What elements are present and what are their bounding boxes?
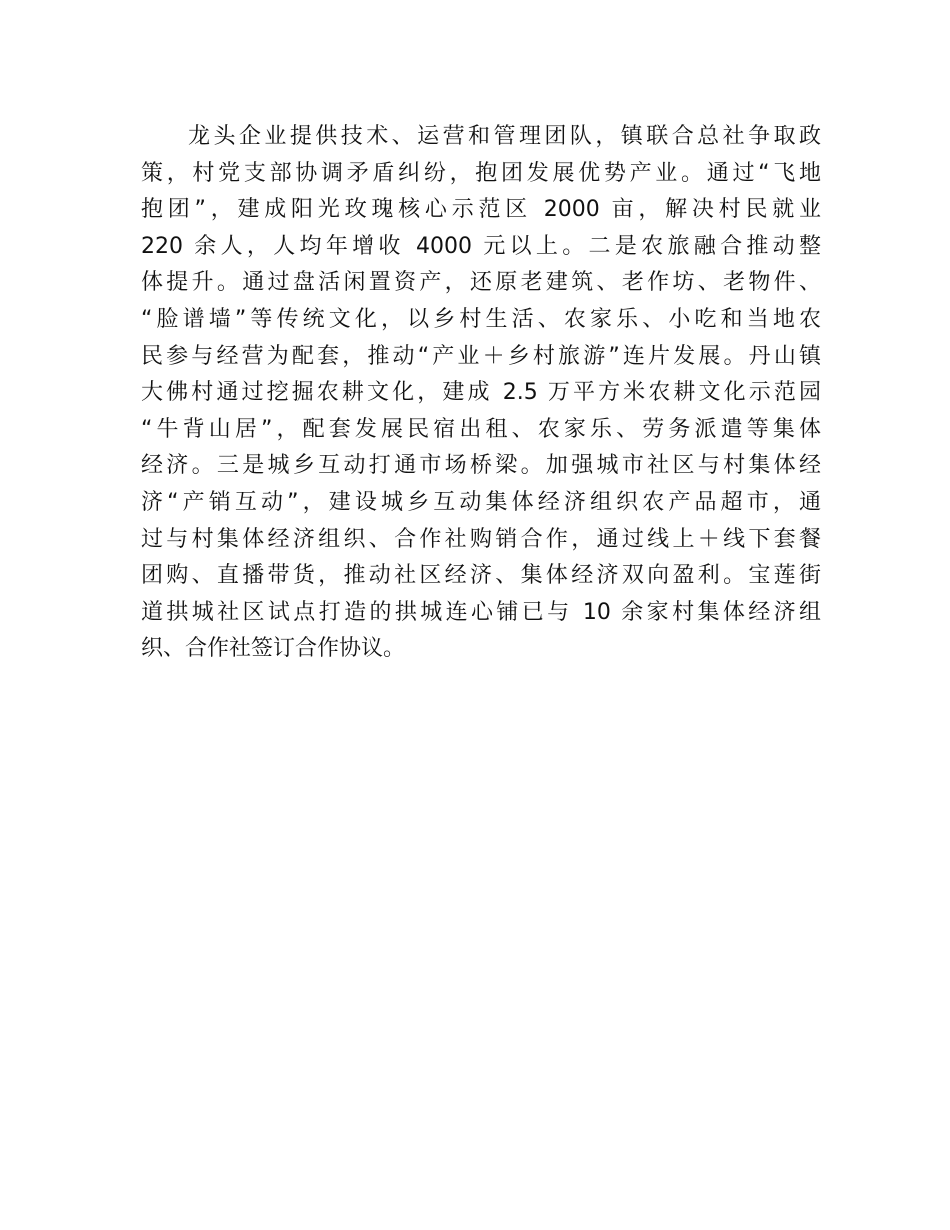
paragraph-line: 体提升。通过盘活闲置资产，还原老建筑、老作坊、老物件、 xyxy=(141,270,821,296)
paragraph-line: 经济。三是城乡互动打通市场桥梁。加强城市社区与村集体经 xyxy=(141,453,821,479)
paragraph-line: 道拱城社区试点打造的拱城连心铺已与 10 余家村集体经济组 xyxy=(141,599,821,625)
paragraph-line: 抱团”，建成阳光玫瑰核心示范区 2000 亩，解决村民就业 xyxy=(141,197,821,223)
paragraph-line: 过与村集体经济组织、合作社购销合作，通过线上＋线下套餐 xyxy=(141,526,821,552)
paragraph-line: 织、合作社签订合作协议。 xyxy=(141,636,406,662)
paragraph-line: 策，村党支部协调矛盾纠纷，抱团发展优势产业。通过“飞地 xyxy=(141,160,821,186)
paragraph-line: “牛背山居”，配套发展民宿出租、农家乐、劳务派遣等集体 xyxy=(141,416,821,442)
paragraph-line: 民参与经营为配套，推动“产业＋乡村旅游”连片发展。丹山镇 xyxy=(141,343,821,369)
body-paragraph xyxy=(141,119,821,668)
paragraph-line: 220 余人，人均年增收 4000 元以上。二是农旅融合推动整 xyxy=(141,233,821,259)
paragraph-line: 龙头企业提供技术、运营和管理团队，镇联合总社争取政 xyxy=(188,124,821,149)
paragraph-line: “脸谱墙”等传统文化，以乡村生活、农家乐、小吃和当地农 xyxy=(141,306,821,332)
paragraph-line: 大佛村通过挖掘农耕文化，建成 2.5 万平方米农耕文化示范园 xyxy=(141,380,821,406)
paragraph-line: 团购、直播带货，推动社区经济、集体经济双向盈利。宝莲街 xyxy=(141,563,821,589)
paragraph-line: 济“产销互动”，建设城乡互动集体经济组织农产品超市，通 xyxy=(141,489,821,515)
